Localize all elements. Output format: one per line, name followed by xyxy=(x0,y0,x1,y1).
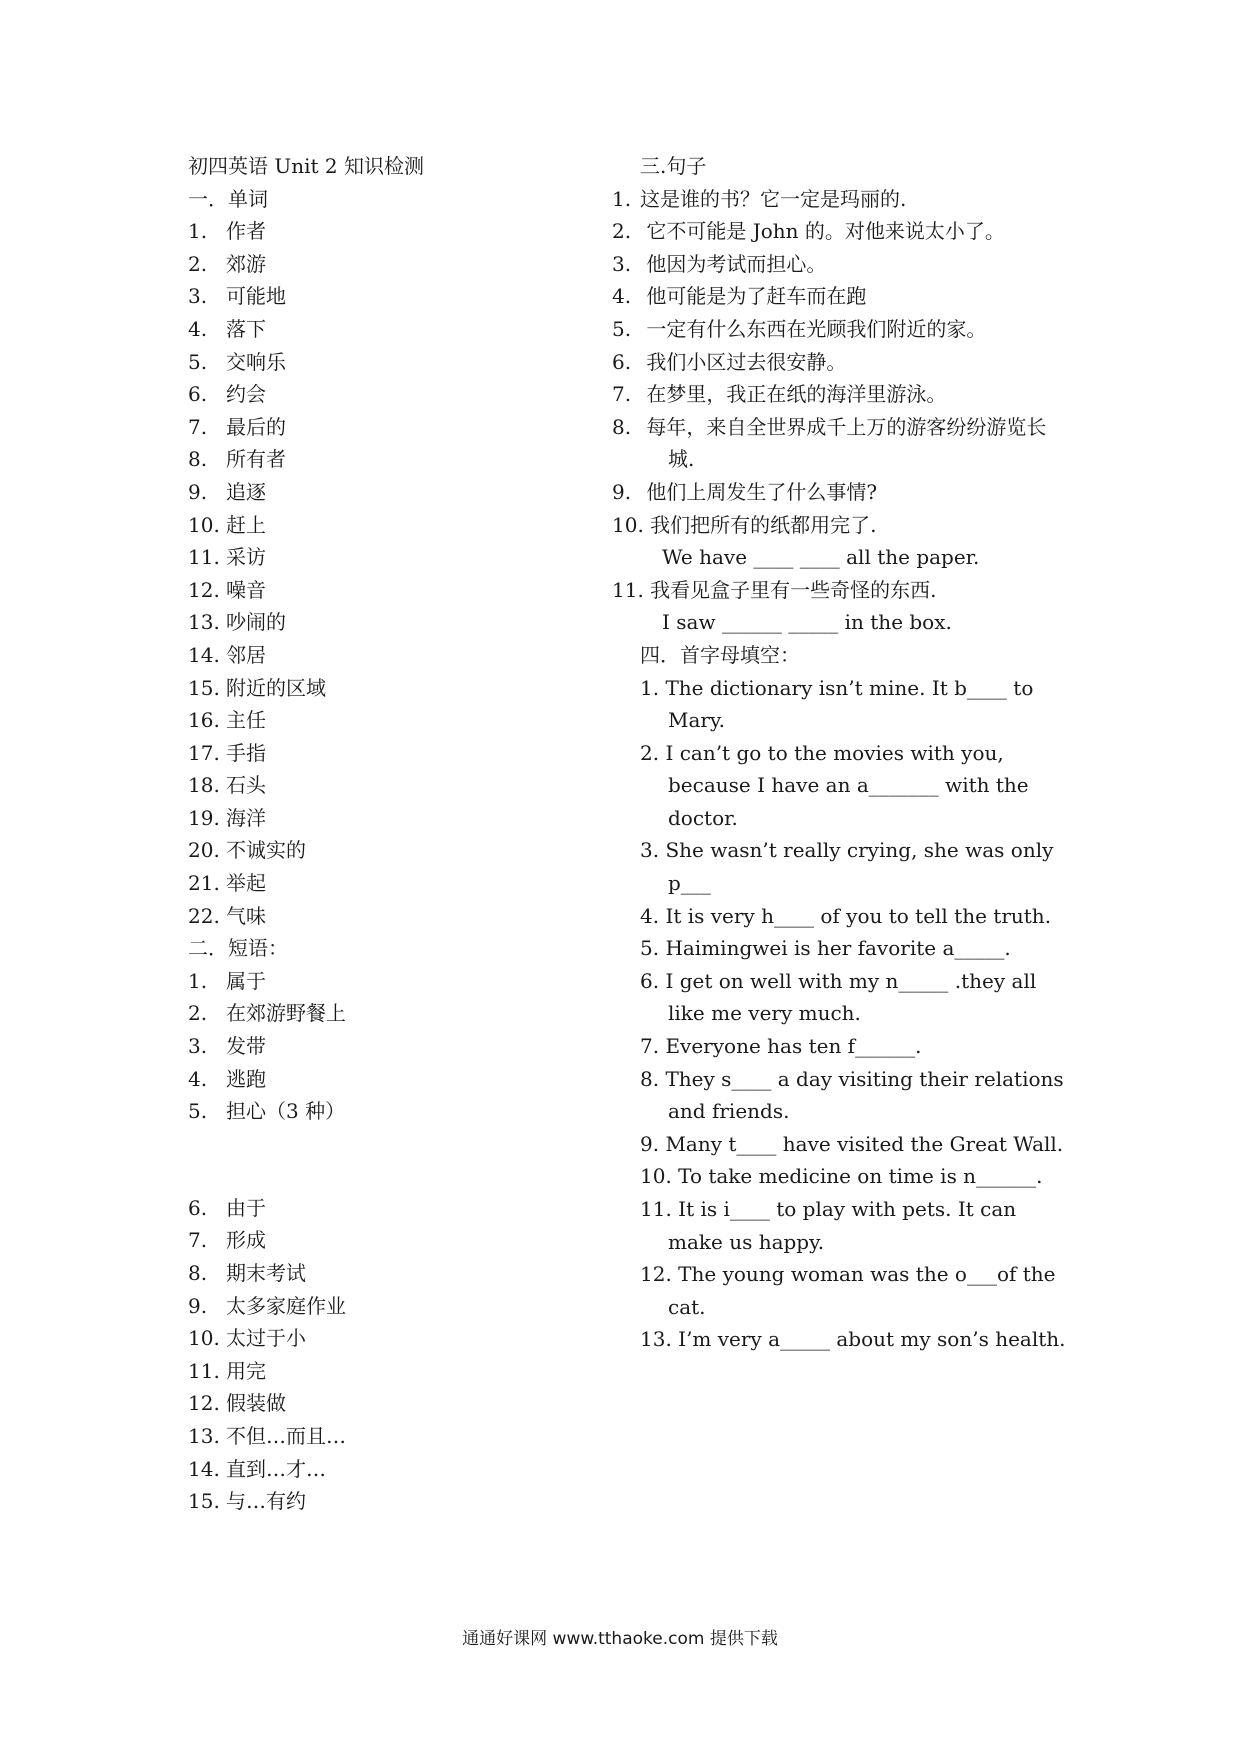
fill-in-item: 7. Everyone has ten f______. xyxy=(640,1034,922,1059)
list-item xyxy=(188,769,608,802)
section-initial-letter-heading: 四．首字母填空： xyxy=(640,642,800,667)
item-text: 太过于小 xyxy=(226,1326,306,1351)
fill-in-item: 3. She wasn’t really crying, she was only p___ xyxy=(640,838,1054,896)
list-item xyxy=(188,606,608,639)
item-text: 不诚实的 xyxy=(226,838,306,863)
list-item xyxy=(188,411,608,444)
list-item xyxy=(188,346,608,379)
item-number: 13. xyxy=(188,610,220,635)
item-text: 可能地 xyxy=(226,284,286,309)
sentence-text: 这是谁的书？它一定是玛丽的. xyxy=(640,186,907,211)
list-item xyxy=(188,1290,608,1323)
item-text: 属于 xyxy=(226,968,266,993)
sentence-text: 每年，来自全世界成千上万的游客纷纷游览长城. xyxy=(646,414,1047,472)
sentence-english-blank: I saw ______ _____ in the box. xyxy=(662,610,952,635)
item-text: 郊游 xyxy=(226,251,266,276)
sentence-item: 3. 他因为考试而担心。 xyxy=(612,251,827,276)
sentence-english-blank: We have ____ ____ all the paper. xyxy=(662,545,980,570)
item-text: 约会 xyxy=(226,382,266,407)
item-text: 在郊游野餐上 xyxy=(226,1001,346,1026)
item-text: 手指 xyxy=(226,740,266,765)
sentence-text: 我看见盒子里有一些奇怪的东西. xyxy=(650,577,937,602)
item-number: 10. xyxy=(188,512,220,537)
item-text: 海洋 xyxy=(226,805,266,830)
fill-in-item: 8. They s____ a day visiting their relations and friends. xyxy=(640,1066,1064,1124)
item-number: 21. xyxy=(188,871,220,896)
item-number: 3. xyxy=(188,1034,208,1059)
list-item xyxy=(188,802,608,835)
list-item xyxy=(188,1095,608,1128)
item-text: 落下 xyxy=(226,316,266,341)
item-number: 5. xyxy=(188,1099,208,1124)
sentence-text: 他们上周发生了什么事情? xyxy=(646,479,878,504)
list-item xyxy=(188,639,608,672)
item-number: 4. xyxy=(188,1066,208,1091)
list-item xyxy=(188,1420,608,1453)
list-item xyxy=(188,997,608,1030)
item-text: 作者 xyxy=(226,219,266,244)
item-text: 期末考试 xyxy=(226,1261,306,1285)
item-number: 16. xyxy=(188,708,220,733)
list-item xyxy=(188,509,608,542)
phrases-list-b xyxy=(188,1192,608,1518)
item-number: 3. xyxy=(188,284,208,309)
sentence-item: 5. 一定有什么东西在光顾我们附近的家。 xyxy=(612,316,987,341)
list-item xyxy=(188,1192,608,1225)
list-item xyxy=(188,965,608,998)
list-item xyxy=(188,1030,608,1063)
item-text: 追逐 xyxy=(226,479,266,504)
section-sentences-heading: 三.句子 xyxy=(640,154,707,178)
item-number: 12. xyxy=(188,1391,220,1416)
document-title: 初四英语 Unit 2 知识检测 xyxy=(188,154,424,178)
item-number: 1. xyxy=(188,968,208,993)
sentence-text: 他可能是为了赶车而在跑 xyxy=(646,284,867,309)
list-item xyxy=(188,313,608,346)
sentences-list xyxy=(612,183,1070,639)
item-number: 1. xyxy=(188,219,208,244)
item-text: 太多家庭作业 xyxy=(226,1293,346,1318)
item-text: 邻居 xyxy=(226,642,266,667)
item-number: 6. xyxy=(188,382,208,407)
item-text: 发带 xyxy=(226,1034,266,1059)
section-vocabulary-heading: 一．单词 xyxy=(188,186,268,211)
item-number: 9. xyxy=(188,479,208,504)
sentence-number: 10. xyxy=(612,512,644,537)
sentence-item: 9. 他们上周发生了什么事情? xyxy=(612,479,878,504)
fill-in-item: 9. Many t____ have visited the Great Wall. xyxy=(640,1131,1064,1156)
sentence-item xyxy=(612,509,1070,542)
item-number: 8. xyxy=(188,447,208,472)
fill-in-item: 1. The dictionary isn’t mine. It b____ to Mary. xyxy=(640,675,1034,733)
sentence-text: 我们小区过去很安静。 xyxy=(646,349,847,374)
item-text: 赶上 xyxy=(226,512,266,537)
list-item xyxy=(188,378,608,411)
list-item xyxy=(188,900,608,933)
item-number: 6. xyxy=(188,1195,208,1220)
list-item xyxy=(188,280,608,313)
sentence-item: 6. 我们小区过去很安静。 xyxy=(612,349,847,374)
fill-in-item: 2. I can’t go to the movies with you, because I have an a_______ with the doctor. xyxy=(640,740,1029,830)
fill-in-item: 6. I get on well with my n_____ .they all like me very much. xyxy=(640,968,1037,1026)
initial-letter-list xyxy=(640,672,1070,1356)
item-number: 14. xyxy=(188,642,220,667)
list-item xyxy=(188,215,608,248)
vocabulary-list xyxy=(188,215,608,932)
sentence-text: 我们把所有的纸都用完了. xyxy=(650,512,877,537)
item-text: 不但…而且… xyxy=(226,1423,346,1448)
sentence-text: 它不可能是 John 的。对他来说太小了。 xyxy=(646,219,1005,244)
item-text: 直到…才… xyxy=(226,1456,326,1481)
item-text: 吵闹的 xyxy=(226,610,286,635)
item-number: 15. xyxy=(188,675,220,700)
item-text: 用完 xyxy=(226,1358,266,1383)
list-item xyxy=(188,1322,608,1355)
item-text: 主任 xyxy=(226,708,266,733)
phrases-list-a xyxy=(188,965,608,1128)
item-number: 19. xyxy=(188,805,220,830)
list-item xyxy=(188,1063,608,1096)
item-text: 担心（3 种） xyxy=(226,1099,346,1124)
item-text: 与…有约 xyxy=(226,1489,306,1514)
item-number: 7. xyxy=(188,1228,208,1253)
sentence-text: 他因为考试而担心。 xyxy=(646,251,827,276)
section-phrases-heading: 二．短语： xyxy=(188,936,288,961)
item-text: 最后的 xyxy=(226,414,286,439)
fill-in-item: 13. I’m very a_____ about my son’s health. xyxy=(640,1327,1066,1352)
list-item xyxy=(188,704,608,737)
item-text: 所有者 xyxy=(226,447,286,472)
left-column xyxy=(188,150,608,1518)
item-text: 由于 xyxy=(226,1195,266,1220)
footer-download-note: 通通好课网 www.tthaoke.com 提供下载 xyxy=(462,1629,778,1649)
fill-in-item: 11. It is i____ to play with pets. It can make us happy. xyxy=(640,1197,1017,1254)
list-item xyxy=(188,248,608,281)
sentence-text: 一定有什么东西在光顾我们附近的家。 xyxy=(646,316,987,341)
right-column xyxy=(612,150,1070,1356)
list-item xyxy=(188,1387,608,1420)
item-text: 采访 xyxy=(226,545,266,570)
sentence-item: 7. 在梦里，我正在纸的海洋里游泳。 xyxy=(612,382,947,407)
item-number: 11. xyxy=(188,545,220,570)
item-number: 9. xyxy=(188,1293,208,1318)
fill-in-item: 12. The young woman was the o___of the cat. xyxy=(640,1262,1056,1319)
item-text: 交响乐 xyxy=(226,349,286,374)
item-number: 12. xyxy=(188,577,220,602)
item-number: 8. xyxy=(188,1261,208,1285)
item-number: 13. xyxy=(188,1423,220,1448)
list-item xyxy=(188,1355,608,1388)
sentence-item: 1. 这是谁的书？它一定是玛丽的. xyxy=(612,186,907,211)
list-item xyxy=(188,834,608,867)
item-number: 18. xyxy=(188,773,220,798)
sentence-item: 4. 他可能是为了赶车而在跑 xyxy=(612,284,867,309)
list-item xyxy=(188,443,608,476)
item-number: 22. xyxy=(188,903,220,928)
item-text: 噪音 xyxy=(226,577,266,602)
item-number: 7. xyxy=(188,414,208,439)
list-item xyxy=(188,737,608,770)
list-item xyxy=(188,476,608,509)
sentence-item xyxy=(612,574,1070,607)
item-number: 2. xyxy=(188,251,208,276)
list-item xyxy=(188,1453,608,1486)
list-item xyxy=(188,672,608,705)
item-text: 气味 xyxy=(226,903,266,928)
item-number: 10. xyxy=(188,1326,220,1351)
item-number: 20. xyxy=(188,838,220,863)
fill-in-item: 10. To take medicine on time is n______. xyxy=(640,1164,1043,1189)
item-text: 举起 xyxy=(226,871,266,896)
item-text: 石头 xyxy=(226,773,266,798)
item-text: 逃跑 xyxy=(226,1066,266,1091)
sentence-item: 8. 每年，来自全世界成千上万的游客纷纷游览长城. xyxy=(612,414,1047,472)
item-text: 假装做 xyxy=(226,1391,286,1416)
list-item xyxy=(188,1224,608,1257)
sentence-item: 2. 它不可能是 John 的。对他来说太小了。 xyxy=(612,219,1005,244)
list-item xyxy=(188,867,608,900)
item-number: 11. xyxy=(188,1358,220,1383)
sentence-number: 11. xyxy=(612,577,644,602)
item-text: 形成 xyxy=(226,1228,266,1253)
list-item xyxy=(188,541,608,574)
item-number: 15. xyxy=(188,1489,220,1514)
item-number: 5. xyxy=(188,349,208,374)
list-item xyxy=(188,1257,608,1290)
item-number: 4. xyxy=(188,316,208,341)
item-text: 附近的区域 xyxy=(226,675,326,700)
fill-in-item: 4. It is very h____ of you to tell the truth. xyxy=(640,903,1052,928)
fill-in-item: 5. Haimingwei is her favorite a_____. xyxy=(640,936,1011,961)
item-number: 14. xyxy=(188,1456,220,1481)
blank-space xyxy=(188,1128,608,1192)
item-number: 2. xyxy=(188,1001,208,1026)
list-item xyxy=(188,1485,608,1518)
sentence-text: 在梦里，我正在纸的海洋里游泳。 xyxy=(646,382,947,407)
item-number: 17. xyxy=(188,740,220,765)
list-item xyxy=(188,574,608,607)
